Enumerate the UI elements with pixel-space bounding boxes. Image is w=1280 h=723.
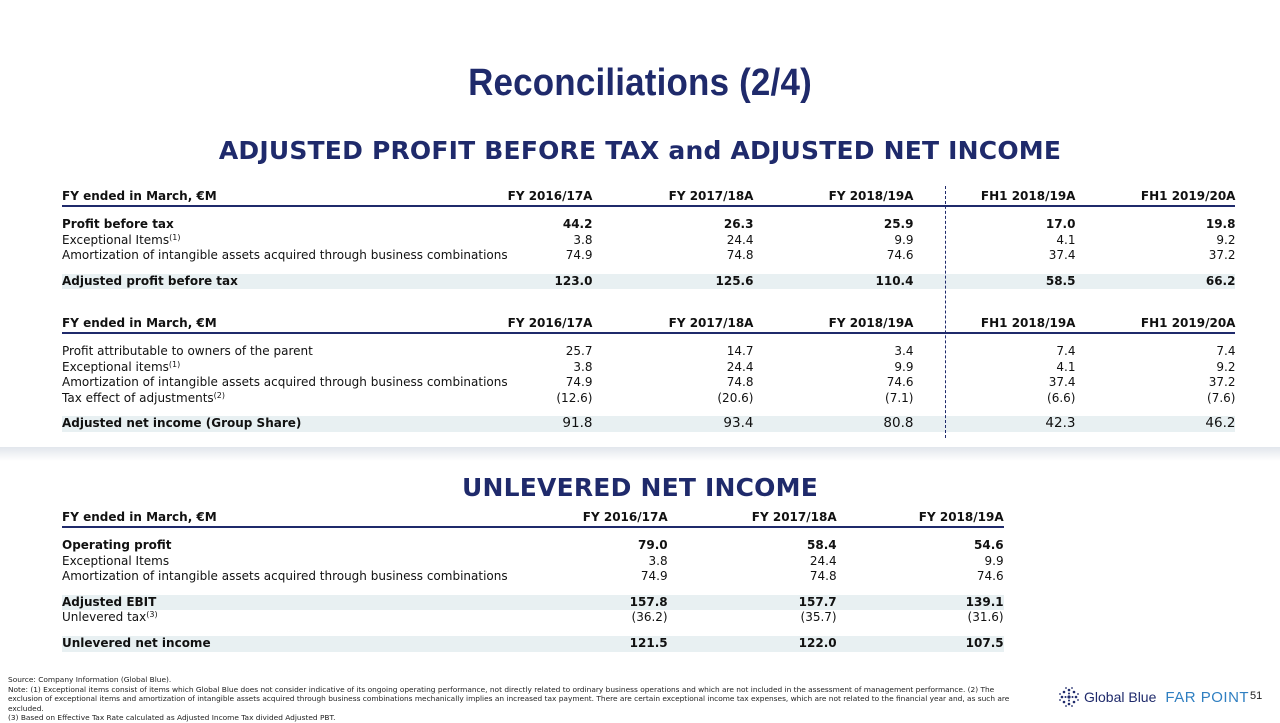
header-col: FY 2016/17A bbox=[508, 509, 668, 527]
cell: 74.8 bbox=[726, 375, 754, 390]
unlevered-net-income-table bbox=[62, 509, 1004, 652]
cell: 3.8 bbox=[573, 359, 593, 374]
header-col: FY 2017/18A bbox=[592, 188, 753, 206]
cell: 93.4 bbox=[592, 416, 753, 432]
table-row bbox=[62, 538, 1004, 554]
cell: 3.8 bbox=[648, 553, 668, 568]
cell: 9.9 bbox=[894, 359, 914, 374]
cell: 74.8 bbox=[726, 248, 754, 263]
partner-name: FAR POINT bbox=[1165, 688, 1250, 706]
cell: (12.6) bbox=[556, 390, 593, 405]
table-row bbox=[62, 248, 1235, 264]
footnotes bbox=[8, 675, 1018, 723]
cell: (35.7) bbox=[800, 610, 837, 625]
row-label: Exceptional Items bbox=[62, 553, 170, 568]
half-year-divider bbox=[945, 186, 946, 438]
table-header-row bbox=[62, 509, 1004, 527]
page-title: Reconciliations (2/4) bbox=[468, 62, 812, 104]
cell: 125.6 bbox=[592, 274, 753, 290]
cell: 26.3 bbox=[723, 217, 754, 231]
header-label: FY ended in March, €M bbox=[62, 188, 508, 206]
row-label: Adjusted EBIT bbox=[62, 595, 508, 611]
row-label: Profit before tax bbox=[62, 217, 174, 231]
cell: 25.9 bbox=[883, 217, 914, 231]
cell: 157.7 bbox=[668, 595, 837, 611]
row-label: Tax effect of adjustments$^{(2)}$ bbox=[62, 390, 225, 405]
cell: 157.8 bbox=[508, 595, 668, 611]
adjusted-net-income-table bbox=[62, 315, 1235, 432]
cell: 44.2 bbox=[562, 217, 593, 231]
cell: 24.4 bbox=[726, 232, 754, 247]
row-label: Amortization of intangible assets acquired through business combinations bbox=[62, 569, 508, 584]
cell: 110.4 bbox=[753, 274, 913, 290]
globe-icon bbox=[1058, 686, 1080, 708]
header-col: FH1 2019/20A bbox=[1075, 188, 1235, 206]
cell: 58.4 bbox=[807, 538, 837, 552]
table-header-row bbox=[62, 188, 1235, 206]
total-row bbox=[62, 274, 1235, 290]
cell: 19.8 bbox=[1205, 217, 1236, 231]
cell: 74.6 bbox=[976, 569, 1004, 584]
total-row bbox=[62, 416, 1235, 432]
table-row bbox=[62, 569, 1004, 585]
table-row bbox=[62, 344, 1235, 360]
cell: 74.6 bbox=[886, 248, 914, 263]
cell: 123.0 bbox=[508, 274, 593, 290]
cell: 37.4 bbox=[1048, 248, 1076, 263]
header-col: FY 2018/19A bbox=[837, 509, 1004, 527]
row-label: Amortization of intangible assets acquired through business combinations bbox=[62, 248, 508, 263]
cell: 14.7 bbox=[726, 344, 754, 358]
section-heading-unlevered: UNLEVERED NET INCOME bbox=[462, 473, 818, 502]
cell: 25.7 bbox=[565, 344, 593, 358]
header-col: FY 2017/18A bbox=[592, 315, 753, 333]
cell: 24.4 bbox=[726, 359, 754, 374]
cell: (6.6) bbox=[1047, 390, 1076, 405]
header-label: FY ended in March, €M bbox=[62, 509, 508, 527]
cell: 9.9 bbox=[894, 232, 914, 247]
cell: 54.6 bbox=[974, 538, 1004, 552]
cell: 9.2 bbox=[1216, 359, 1236, 374]
header-col: FY 2017/18A bbox=[668, 509, 837, 527]
cell: 37.2 bbox=[1208, 375, 1236, 390]
cell: 74.6 bbox=[886, 375, 914, 390]
cell: 74.9 bbox=[565, 248, 593, 263]
table-row bbox=[62, 217, 1235, 233]
table-row bbox=[62, 360, 1235, 376]
cell: 17.0 bbox=[1045, 217, 1076, 231]
cell: 91.8 bbox=[508, 416, 593, 432]
cell: 121.5 bbox=[508, 636, 668, 652]
row-label: Adjusted net income (Group Share) bbox=[62, 416, 508, 432]
cell: 4.1 bbox=[1056, 359, 1076, 374]
cell: 9.9 bbox=[984, 553, 1004, 568]
cell: (7.1) bbox=[885, 390, 914, 405]
cell: 24.4 bbox=[809, 553, 837, 568]
cell: (31.6) bbox=[967, 610, 1004, 625]
header-label: FY ended in March, €M bbox=[62, 315, 508, 333]
cell: 122.0 bbox=[668, 636, 837, 652]
section-heading-adjusted-pbt: ADJUSTED PROFIT BEFORE TAX and ADJUSTED NET INCOME bbox=[218, 136, 1062, 165]
table-row bbox=[62, 554, 1004, 570]
brand-name: Global Blue bbox=[1084, 689, 1157, 705]
table-header-row bbox=[62, 315, 1235, 333]
header-col: FH1 2019/20A bbox=[1075, 315, 1235, 333]
row-label: Exceptional Items$^{(1)}$ bbox=[62, 232, 181, 247]
cell: 4.1 bbox=[1056, 232, 1076, 247]
cell: 42.3 bbox=[913, 416, 1075, 432]
cell: 107.5 bbox=[837, 636, 1004, 652]
row-label: Unlevered net income bbox=[62, 636, 508, 652]
tax-rate-note: (3) Based on Effective Tax Rate calculated as Adjusted Income Tax divided Adjusted PBT. bbox=[8, 713, 336, 722]
cell: (7.6) bbox=[1207, 390, 1236, 405]
cell: 74.8 bbox=[809, 569, 837, 584]
header-col: FY 2016/17A bbox=[508, 315, 593, 333]
subtotal-row bbox=[62, 595, 1004, 611]
row-label: Exceptional items$^{(1)}$ bbox=[62, 359, 181, 374]
total-row bbox=[62, 636, 1004, 652]
header-col: FH1 2018/19A bbox=[913, 188, 1075, 206]
cell: 37.4 bbox=[1048, 375, 1076, 390]
cell: (36.2) bbox=[631, 610, 668, 625]
cell: 79.0 bbox=[638, 538, 668, 552]
table-row bbox=[62, 233, 1235, 249]
cell: 58.5 bbox=[913, 274, 1075, 290]
header-col: FY 2018/19A bbox=[753, 188, 913, 206]
explanatory-note: Note: (1) Exceptional items consist of items which Global Blue does not consider indicative of its ongoing operating performance, not directly related to ordinary business operations and which are not included in the assessment of management performance. (2) The exclusion of exceptional items and amortization of intangible assets acquired through business combinations mechanically implies an increased tax payment. There are certain exceptional income tax expenses, which are not related to the financial year and, as such are excluded. bbox=[8, 684, 1010, 713]
header-col: FY 2016/17A bbox=[508, 188, 593, 206]
cell: 7.4 bbox=[1056, 344, 1076, 358]
page-number: 51 bbox=[1250, 690, 1263, 702]
cell: 3.8 bbox=[573, 232, 593, 247]
table-row bbox=[62, 375, 1235, 391]
cell: (20.6) bbox=[717, 390, 754, 405]
cell: 7.4 bbox=[1216, 344, 1236, 358]
table-row bbox=[62, 610, 1004, 626]
cell: 74.9 bbox=[640, 569, 668, 584]
row-label: Operating profit bbox=[62, 538, 172, 552]
cell: 9.2 bbox=[1216, 232, 1236, 247]
cell: 74.9 bbox=[565, 375, 593, 390]
header-col: FH1 2018/19A bbox=[913, 315, 1075, 333]
cell: 139.1 bbox=[837, 595, 1004, 611]
cell: 46.2 bbox=[1075, 416, 1235, 432]
adjusted-pbt-table bbox=[62, 188, 1235, 289]
cell: 37.2 bbox=[1208, 248, 1236, 263]
cell: 3.4 bbox=[894, 344, 914, 358]
cell: 80.8 bbox=[753, 416, 913, 432]
table-row bbox=[62, 391, 1235, 407]
source-note: Source: Company Information (Global Blue). bbox=[8, 675, 172, 684]
section-divider bbox=[0, 447, 1280, 461]
row-label: Adjusted profit before tax bbox=[62, 274, 508, 290]
header-col: FY 2018/19A bbox=[753, 315, 913, 333]
row-label: Profit attributable to owners of the parent bbox=[62, 344, 313, 358]
company-logo bbox=[1058, 687, 1249, 707]
row-label: Amortization of intangible assets acquired through business combinations bbox=[62, 375, 508, 390]
row-label: Unlevered tax$^{(3)}$ bbox=[62, 610, 158, 625]
cell: 66.2 bbox=[1075, 274, 1235, 290]
